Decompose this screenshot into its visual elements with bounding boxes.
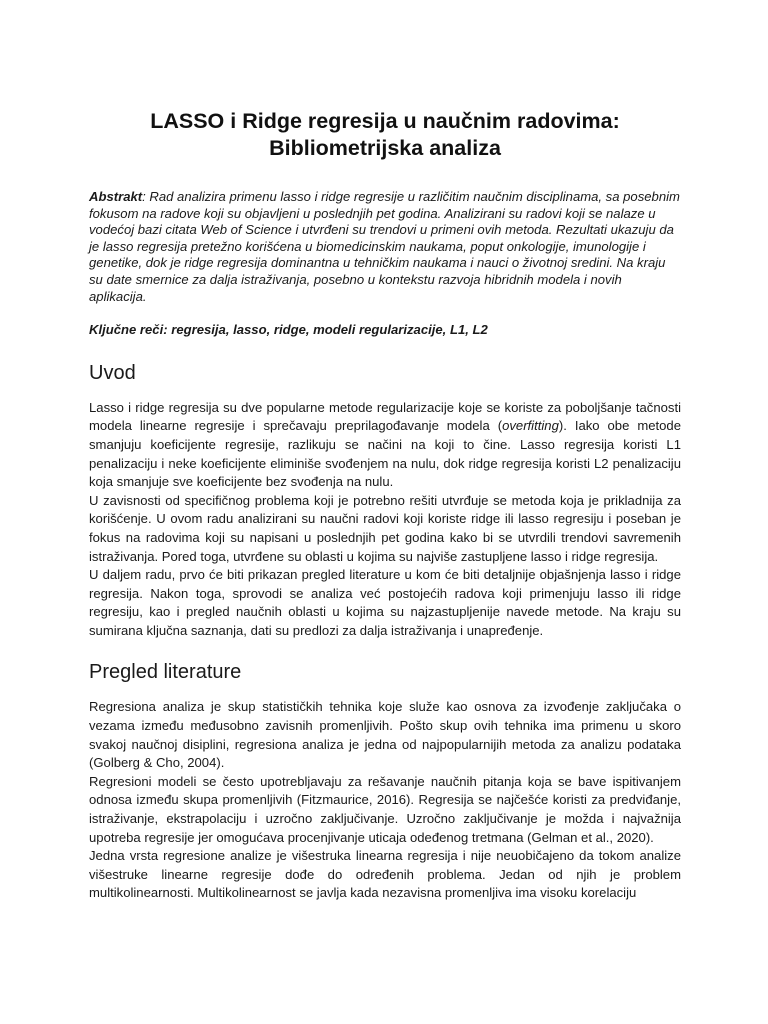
section-heading-uvod: Uvod [89, 361, 136, 384]
pregled-paragraph-1: Regresiona analiza je skup statističkih tehnika koje služe kao osnova za izvođenje zaključaka o vezama između međusobno zavisnih promenljivih. Pošto skup ovih tehnika ima primenu u skoro svakoj naučnoj disiplini, regresiona analiza je jedna od najpopularnijih metoda za analizu podataka (Golberg & Cho, 2004). [89, 699, 681, 771]
abstract [89, 189, 681, 305]
uvod-p1-italic-term: overfitting [502, 418, 559, 434]
abstract-label: Abstrakt [89, 189, 143, 204]
keywords: Ključne reči: regresija, lasso, ridge, modeli regularizacije, L1, L2 [89, 322, 488, 338]
uvod-paragraph-1 [89, 399, 681, 492]
pregled-paragraph-3: Jedna vrsta regresione analize je višestruka linearna regresija i nije neuobičajeno da tokom analize višestruke linearne regresije dođe do određenih problema. Jedan od njih je problem multikolinearnosti. Multikolinearnost se javlja kada nezavisna promenljiva ima visoku korelaciju [89, 848, 681, 901]
title-line-1: LASSO i Ridge regresija u naučnim radovima: [150, 109, 620, 133]
uvod-p1-text-a: Lasso i ridge regresija su dve popularne metode regularizacije koje se koriste za poboljšanje tačnosti modela linearne regresije i sprečavaju preprilagođavanje modela ( [89, 399, 681, 434]
document-page [89, 108, 681, 903]
uvod-paragraph-3: U daljem radu, prvo će biti prikazan pregled literature u kom će biti detaljnije objašnjenja lasso i ridge regresija. Nakon toga, sprovodi se analiza već postojećih radova koji primenjuju lasso ili ridge regresiju, kao i pregled naučnih oblasti u kojima su najzastupljenije navede metode. Na kraju su sumirana ključna saznanja, dati su predlozi za dalja istraživanja i unapređenje. [89, 567, 681, 638]
uvod-paragraph-2: U zavisnosti od specifičnog problema koji je potrebno rešiti utvrđuje se metoda koja je prikladnija za korišćenje. U ovom radu analizirani su naučni radovi koji koriste ridge ili lasso regresiju i poseban je fokus na radovima koji su napisani u poslednjih pet godina kako bi se utvrdili trendovi savremenih istraživanja. Pored toga, utvrđene su oblasti u kojima su najviše zastupljene lasso i ridge regresija. [89, 492, 681, 564]
pregled-paragraph-2: Regresioni modeli se često upotrebljavaju za rešavanje naučnih pitanja koja se bave ispitivanjem odnosa između skupa promenljivih (Fitzmaurice, 2016). Regresija se najčešće koristi za predviđanje, istraživanje, ekstrapolaciju i uzročno zaključivanje. Uzročno zaključivanje je možda i najvažnija upotreba regresije jer omogućava procenjivanje uticaja odeđenog tretmana (Gelman et al., 2020). [89, 773, 681, 845]
section-heading-pregled: Pregled literature [89, 661, 242, 684]
abstract-text: : Rad analizira primenu lasso i ridge regresije u različitim naučnim disciplinama, sa posebnim fokusom na radove koji su objavljeni u poslednjih pet godina. Analizirani su radovi koji se nalaze u vodećoj bazi citata Web of Science i utvrđeni su trendovi u primeni ovih metoda. Rezultati ukazuju da je lasso regresija pretežno korišćena u biomedicinskim naukama, poput onkologije, imunologije i genetike, dok je ridge regresija dominantna u tehničkim naukama i nauci o životnoj sredini. Na kraju su date smernice za dalja istraživanja, posebno u kontekstu razvoja hibridnih modela i novih aplikacija. [89, 189, 680, 304]
title-line-2: Bibliometrijska analiza [269, 136, 501, 160]
uvod-p1-text-b: ). Iako obe metode smanjuju koeficijente regresije, razlikuju se načini na koji to čine. Lasso regresija koristi L1 penalizaciju i neke koeficijente eliminiše svođenjem na nulu, dok ridge regresija koristi L2 penalizaciju koja smanjuje sve koeficijente bez svođenja na nulu. [89, 418, 681, 490]
document-title [89, 108, 681, 162]
